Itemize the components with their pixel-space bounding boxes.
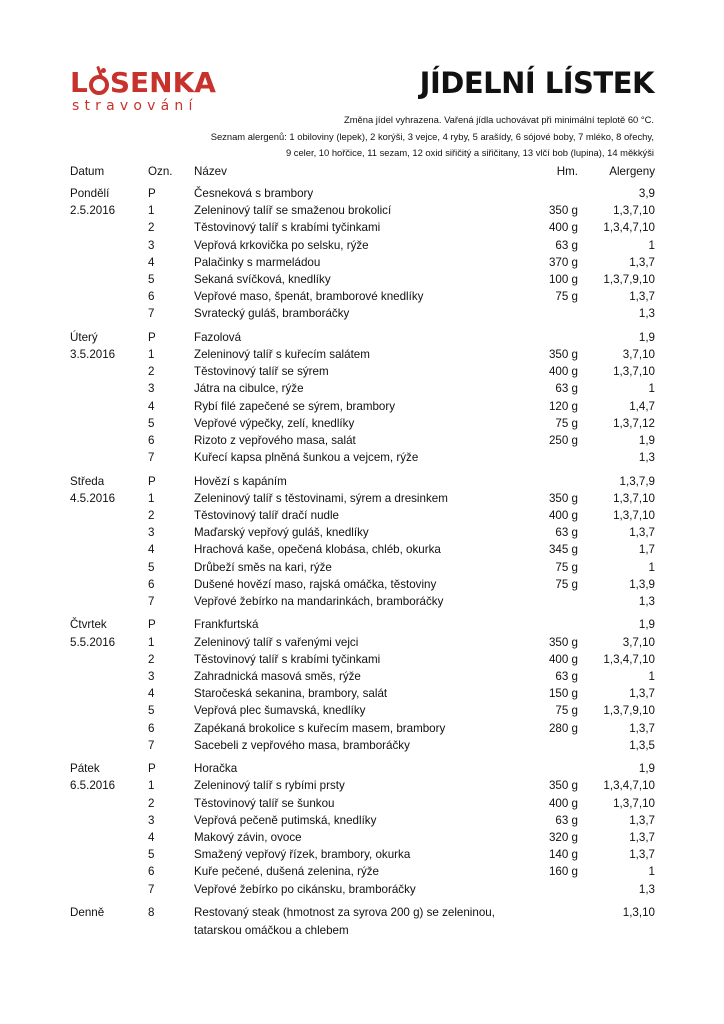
item-allergens: 1 bbox=[648, 865, 655, 879]
item-name: Maďarský vepřový guláš, knedlíky bbox=[194, 526, 369, 540]
menu-row bbox=[70, 305, 655, 322]
item-name: Zeleninový talíř s vařenými vejci bbox=[194, 635, 359, 649]
item-code: 3 bbox=[148, 526, 155, 540]
item-weight: 350 g bbox=[548, 491, 578, 505]
menu-row bbox=[70, 490, 655, 507]
day-cell bbox=[70, 524, 148, 541]
item-weight: 350 g bbox=[548, 779, 578, 793]
menu-row bbox=[70, 668, 655, 685]
menu-row bbox=[70, 541, 655, 558]
menu-row bbox=[70, 846, 655, 863]
item-code: 6 bbox=[148, 577, 155, 591]
item-code: 6 bbox=[148, 290, 155, 304]
item-allergens: 1 bbox=[648, 670, 655, 684]
item-weight: 63 g bbox=[555, 526, 578, 540]
day-cell bbox=[70, 559, 148, 576]
item-code: 7 bbox=[148, 595, 155, 609]
menu-row bbox=[70, 202, 655, 219]
item-code: 4 bbox=[148, 255, 155, 269]
item-code: 7 bbox=[148, 738, 155, 752]
note-line: Změna jídel vyhrazena. Vařená jídla uchovávat při minimální teplotě 60 °C. bbox=[344, 114, 654, 125]
item-allergens: 1,3,4,7,10 bbox=[603, 652, 655, 666]
item-code: 1 bbox=[148, 635, 155, 649]
item-code: 4 bbox=[148, 543, 155, 557]
header-code: Ozn. bbox=[148, 165, 173, 178]
item-code: 3 bbox=[148, 238, 155, 252]
item-name: Vepřové maso, špenát, bramborové knedlíky bbox=[194, 290, 424, 304]
item-code: 5 bbox=[148, 560, 155, 574]
item-name: Sacebeli z vepřového masa, bramboráčky bbox=[194, 738, 410, 752]
day-cell bbox=[70, 449, 148, 466]
item-code: 2 bbox=[148, 365, 155, 379]
header-weight: Hm. bbox=[556, 165, 578, 178]
item-name: Těstovinový talíř s krabími tyčinkami bbox=[194, 221, 381, 235]
item-weight bbox=[524, 881, 578, 898]
item-allergens: 1,7 bbox=[638, 543, 655, 557]
item-code: P bbox=[148, 474, 156, 488]
day-cell bbox=[70, 288, 148, 305]
item-name: Kuřecí kapsa plněná šunkou a vejcem, rýže bbox=[194, 451, 419, 465]
item-allergens: 1,3,7,10 bbox=[613, 796, 655, 810]
day-cell bbox=[70, 254, 148, 271]
menu-body bbox=[70, 185, 655, 940]
item-allergens: 1,3,4,7,10 bbox=[603, 221, 655, 235]
item-code: 2 bbox=[148, 652, 155, 666]
item-weight: 63 g bbox=[555, 382, 578, 396]
item-weight bbox=[524, 737, 578, 754]
item-name: Makový závin, ovoce bbox=[194, 831, 302, 845]
menu-row bbox=[70, 720, 655, 737]
item-code: 4 bbox=[148, 831, 155, 845]
item-allergens: 1,3,7,9,10 bbox=[603, 704, 655, 718]
item-code: 1 bbox=[148, 779, 155, 793]
logo-letter-l: L bbox=[70, 66, 88, 99]
item-name: Fazolová bbox=[194, 330, 242, 344]
menu-row bbox=[70, 559, 655, 576]
menu-row bbox=[70, 829, 655, 846]
item-weight: 400 g bbox=[548, 221, 578, 235]
item-weight: 350 g bbox=[548, 348, 578, 362]
note-line: 9 celer, 10 hořčice, 11 sezam, 12 oxid siřičitý a siřičitany, 13 vlčí bob (lupina), 14 měkkýši bbox=[285, 147, 654, 158]
item-allergens: 1,3,7,12 bbox=[613, 416, 655, 430]
item-name: Vepřové žebírko na mandarinkách, bramboráčky bbox=[194, 595, 444, 609]
menu-row bbox=[70, 271, 655, 288]
item-allergens: 1,3,9 bbox=[629, 577, 655, 591]
daily-code: 8 bbox=[148, 906, 155, 920]
daily-name: Restovaný steak (hmotnost za syrova 200 g) se zeleninou, tatarskou omáčkou a chlebem bbox=[194, 906, 495, 938]
item-code: 7 bbox=[148, 307, 155, 321]
item-code: 5 bbox=[148, 704, 155, 718]
item-name: Zeleninový talíř s těstovinami, sýrem a dresinkem bbox=[194, 491, 448, 505]
day-name: Pátek bbox=[70, 762, 100, 776]
menu-table bbox=[70, 163, 655, 940]
item-weight: 345 g bbox=[548, 543, 578, 557]
menu-row bbox=[70, 507, 655, 524]
item-code: 5 bbox=[148, 273, 155, 287]
item-weight: 320 g bbox=[548, 831, 578, 845]
day-name: Úterý bbox=[70, 330, 98, 344]
menu-row bbox=[70, 219, 655, 236]
item-code: 3 bbox=[148, 670, 155, 684]
day-cell bbox=[70, 415, 148, 432]
item-code: 6 bbox=[148, 721, 155, 735]
item-weight: 75 g bbox=[555, 704, 578, 718]
item-name: Vepřové výpečky, zelí, knedlíky bbox=[194, 416, 355, 430]
day-date: 6.5.2016 bbox=[70, 779, 116, 793]
item-code: 1 bbox=[148, 491, 155, 505]
menu-row bbox=[70, 576, 655, 593]
note-line: Seznam alergenů: 1 obiloviny (lepek), 2 korýši, 3 vejce, 4 ryby, 5 arašídy, 6 sójové boby, 7 mléko, 8 ořechy, bbox=[210, 130, 654, 142]
item-allergens: 1,4,7 bbox=[629, 399, 655, 413]
menu-row bbox=[70, 881, 655, 898]
item-weight bbox=[524, 449, 578, 466]
item-name: Dušené hovězí maso, rajská omáčka, těstoviny bbox=[194, 577, 437, 591]
item-name: Zapékaná brokolice s kuřecím masem, brambory bbox=[194, 721, 446, 735]
item-code: 4 bbox=[148, 687, 155, 701]
item-name: Staročeská sekanina, brambory, salát bbox=[194, 687, 388, 701]
item-weight: 400 g bbox=[548, 509, 578, 523]
item-name: Hovězí s kapáním bbox=[194, 474, 287, 488]
item-weight: 75 g bbox=[555, 577, 578, 591]
item-name: Hrachová kaše, opečená klobása, chléb, okurka bbox=[194, 543, 441, 557]
item-name: Játra na cibulce, rýže bbox=[194, 382, 304, 396]
day-cell bbox=[70, 651, 148, 668]
menu-row bbox=[70, 760, 655, 777]
menu-row bbox=[70, 415, 655, 432]
menu-row bbox=[70, 432, 655, 449]
item-allergens: 1,3,7 bbox=[629, 687, 655, 701]
item-weight: 75 g bbox=[555, 560, 578, 574]
logo-wordmark bbox=[70, 68, 220, 98]
menu-row bbox=[70, 524, 655, 541]
item-name: Zeleninový talíř s kuřecím salátem bbox=[194, 348, 370, 362]
menu-row bbox=[70, 812, 655, 829]
item-weight: 63 g bbox=[555, 813, 578, 827]
day-cell bbox=[70, 795, 148, 812]
day-date: 2.5.2016 bbox=[70, 204, 116, 218]
item-code: 1 bbox=[148, 204, 155, 218]
logo bbox=[70, 68, 220, 114]
item-allergens: 1,3,7,10 bbox=[613, 509, 655, 523]
menu-row bbox=[70, 777, 655, 794]
day-name: Pondělí bbox=[70, 187, 110, 200]
item-allergens: 1,9 bbox=[638, 330, 655, 344]
item-weight: 370 g bbox=[548, 255, 578, 269]
item-allergens: 1,3,7,10 bbox=[613, 491, 655, 505]
item-name: Těstovinový talíř dračí nudle bbox=[194, 509, 339, 523]
item-name: Zahradnická masová směs, rýže bbox=[194, 670, 361, 684]
item-code: 5 bbox=[148, 416, 155, 430]
item-allergens: 1,9 bbox=[638, 762, 655, 776]
item-weight: 280 g bbox=[548, 721, 578, 735]
item-allergens: 1,3,7 bbox=[629, 848, 655, 862]
item-allergens: 1,3,7 bbox=[629, 831, 655, 845]
header-name: Název bbox=[194, 165, 227, 178]
menu-row bbox=[70, 329, 655, 346]
item-name: Zeleninový talíř s rybími prsty bbox=[194, 779, 345, 793]
item-weight: 400 g bbox=[548, 796, 578, 810]
item-allergens: 1,3,5 bbox=[629, 738, 655, 752]
item-name: Kuře pečené, dušená zelenina, rýže bbox=[194, 865, 379, 879]
page-title: JÍDELNÍ LÍSTEK bbox=[419, 66, 654, 100]
day-cell bbox=[70, 305, 148, 322]
item-code: 2 bbox=[148, 221, 155, 235]
item-name: Těstovinový talíř se sýrem bbox=[194, 365, 329, 379]
item-allergens: 1,3,7,10 bbox=[613, 365, 655, 379]
item-allergens: 1,3,4,7,10 bbox=[603, 779, 655, 793]
header-allergens: Alergeny bbox=[609, 165, 655, 178]
day-name: Čtvrtek bbox=[70, 618, 107, 632]
menu-row bbox=[70, 863, 655, 880]
item-weight bbox=[524, 760, 578, 777]
item-allergens: 1,3,7 bbox=[629, 255, 655, 269]
item-code: P bbox=[148, 330, 156, 344]
day-cell bbox=[70, 271, 148, 288]
daily-label: Denně bbox=[70, 906, 105, 920]
day-cell bbox=[70, 432, 148, 449]
item-name: Vepřové žebírko po cikánsku, bramboráčky bbox=[194, 882, 416, 896]
item-name: Smažený vepřový řízek, brambory, okurka bbox=[194, 848, 411, 862]
item-code: 5 bbox=[148, 848, 155, 862]
menu-row bbox=[70, 593, 655, 610]
day-cell bbox=[70, 702, 148, 719]
item-weight bbox=[524, 616, 578, 633]
menu-row bbox=[70, 237, 655, 254]
menu-row bbox=[70, 288, 655, 305]
day-cell bbox=[70, 863, 148, 880]
item-code: P bbox=[148, 187, 156, 200]
item-allergens: 1,9 bbox=[638, 618, 655, 632]
item-weight: 350 g bbox=[548, 204, 578, 218]
item-name: Frankfurtská bbox=[194, 618, 259, 632]
menu-row bbox=[70, 449, 655, 466]
item-weight bbox=[524, 305, 578, 322]
day-date: 5.5.2016 bbox=[70, 635, 116, 649]
item-allergens: 1,3,7 bbox=[629, 290, 655, 304]
item-weight bbox=[524, 593, 578, 610]
logo-subtitle: stravování bbox=[72, 98, 198, 114]
item-weight bbox=[524, 329, 578, 346]
menu-row bbox=[70, 702, 655, 719]
item-name: Vepřová pečeně putimská, knedlíky bbox=[194, 813, 377, 827]
item-weight bbox=[524, 185, 578, 202]
item-code: 6 bbox=[148, 434, 155, 448]
item-code: 6 bbox=[148, 865, 155, 879]
item-weight: 100 g bbox=[548, 273, 578, 287]
item-name: Rizoto z vepřového masa, salát bbox=[194, 434, 356, 448]
menu-row bbox=[70, 254, 655, 271]
logo-o-flame-icon bbox=[89, 75, 109, 95]
item-name: Svratecký guláš, bramboráčky bbox=[194, 307, 350, 321]
item-allergens: 1 bbox=[648, 382, 655, 396]
item-allergens: 1,3 bbox=[638, 882, 655, 896]
item-name: Palačinky s marmeládou bbox=[194, 255, 321, 269]
menu-row bbox=[70, 685, 655, 702]
item-name: Zeleninový talíř se smaženou brokolicí bbox=[194, 204, 392, 218]
day-cell bbox=[70, 576, 148, 593]
day-date: 4.5.2016 bbox=[70, 491, 116, 505]
item-allergens: 1,3 bbox=[638, 595, 655, 609]
item-name: Rybí filé zapečené se sýrem, brambory bbox=[194, 399, 396, 413]
menu-row bbox=[70, 473, 655, 490]
item-allergens: 3,7,10 bbox=[622, 635, 655, 649]
item-weight: 400 g bbox=[548, 365, 578, 379]
item-weight: 160 g bbox=[548, 865, 578, 879]
item-weight: 63 g bbox=[555, 238, 578, 252]
item-name: Vepřová krkovička po selsku, rýže bbox=[194, 238, 369, 252]
header-date: Datum bbox=[70, 165, 105, 178]
item-allergens: 1 bbox=[648, 238, 655, 252]
day-name: Středa bbox=[70, 474, 105, 488]
item-code: 7 bbox=[148, 882, 155, 896]
menu-row bbox=[70, 346, 655, 363]
notes bbox=[54, 112, 654, 162]
day-cell bbox=[70, 720, 148, 737]
item-allergens: 3,9 bbox=[638, 187, 655, 200]
item-name: Česneková s brambory bbox=[194, 187, 314, 200]
day-cell bbox=[70, 829, 148, 846]
day-cell bbox=[70, 812, 148, 829]
item-allergens: 1,3 bbox=[638, 451, 655, 465]
item-allergens: 1,3,7,9 bbox=[619, 474, 655, 488]
menu-row bbox=[70, 363, 655, 380]
day-cell bbox=[70, 363, 148, 380]
item-weight: 400 g bbox=[548, 652, 578, 666]
menu-row bbox=[70, 737, 655, 754]
item-weight: 250 g bbox=[548, 434, 578, 448]
item-code: 2 bbox=[148, 509, 155, 523]
day-cell bbox=[70, 507, 148, 524]
menu-row bbox=[70, 634, 655, 651]
day-cell bbox=[70, 668, 148, 685]
item-code: 2 bbox=[148, 796, 155, 810]
item-weight: 140 g bbox=[548, 848, 578, 862]
item-allergens: 1,3,7 bbox=[629, 721, 655, 735]
day-cell bbox=[70, 380, 148, 397]
day-cell bbox=[70, 219, 148, 236]
item-weight: 75 g bbox=[555, 290, 578, 304]
item-name: Horačka bbox=[194, 762, 238, 776]
menu-row bbox=[70, 398, 655, 415]
item-weight: 63 g bbox=[555, 670, 578, 684]
menu-row bbox=[70, 185, 655, 202]
day-cell bbox=[70, 685, 148, 702]
item-allergens: 1,3,7 bbox=[629, 813, 655, 827]
daily-allergens: 1,3,10 bbox=[622, 906, 655, 920]
item-name: Těstovinový talíř se šunkou bbox=[194, 796, 335, 810]
menu-row bbox=[70, 380, 655, 397]
item-code: P bbox=[148, 618, 156, 632]
item-allergens: 1,3,7,9,10 bbox=[603, 273, 655, 287]
item-allergens: 1 bbox=[648, 560, 655, 574]
menu-row bbox=[70, 616, 655, 633]
day-cell bbox=[70, 541, 148, 558]
day-date: 3.5.2016 bbox=[70, 348, 116, 362]
item-weight: 350 g bbox=[548, 635, 578, 649]
item-code: 3 bbox=[148, 813, 155, 827]
item-code: 1 bbox=[148, 348, 155, 362]
menu-header-row bbox=[70, 163, 655, 185]
day-cell bbox=[70, 398, 148, 415]
day-cell bbox=[70, 881, 148, 898]
item-name: Vepřová plec šumavská, knedlíky bbox=[194, 704, 366, 718]
day-cell bbox=[70, 846, 148, 863]
item-weight: 75 g bbox=[555, 416, 578, 430]
item-name: Těstovinový talíř s krabími tyčinkami bbox=[194, 652, 381, 666]
item-name: Drůbeží směs na kari, rýže bbox=[194, 560, 332, 574]
item-code: 4 bbox=[148, 399, 155, 413]
item-code: 7 bbox=[148, 451, 155, 465]
day-cell bbox=[70, 237, 148, 254]
item-allergens: 3,7,10 bbox=[622, 348, 655, 362]
daily-weight bbox=[524, 904, 578, 940]
item-code: 3 bbox=[148, 382, 155, 396]
item-code: P bbox=[148, 762, 156, 776]
day-cell bbox=[70, 593, 148, 610]
item-weight: 120 g bbox=[548, 399, 578, 413]
item-allergens: 1,9 bbox=[638, 434, 655, 448]
item-allergens: 1,3,7,10 bbox=[613, 204, 655, 218]
logo-letters-senka: SENKA bbox=[109, 66, 216, 99]
menu-row bbox=[70, 651, 655, 668]
item-weight bbox=[524, 473, 578, 490]
day-cell bbox=[70, 737, 148, 754]
item-name: Sekaná svíčková, knedlíky bbox=[194, 273, 331, 287]
item-allergens: 1,3,7 bbox=[629, 526, 655, 540]
menu-row bbox=[70, 795, 655, 812]
item-allergens: 1,3 bbox=[638, 307, 655, 321]
daily-row bbox=[70, 904, 655, 940]
item-weight: 150 g bbox=[548, 687, 578, 701]
